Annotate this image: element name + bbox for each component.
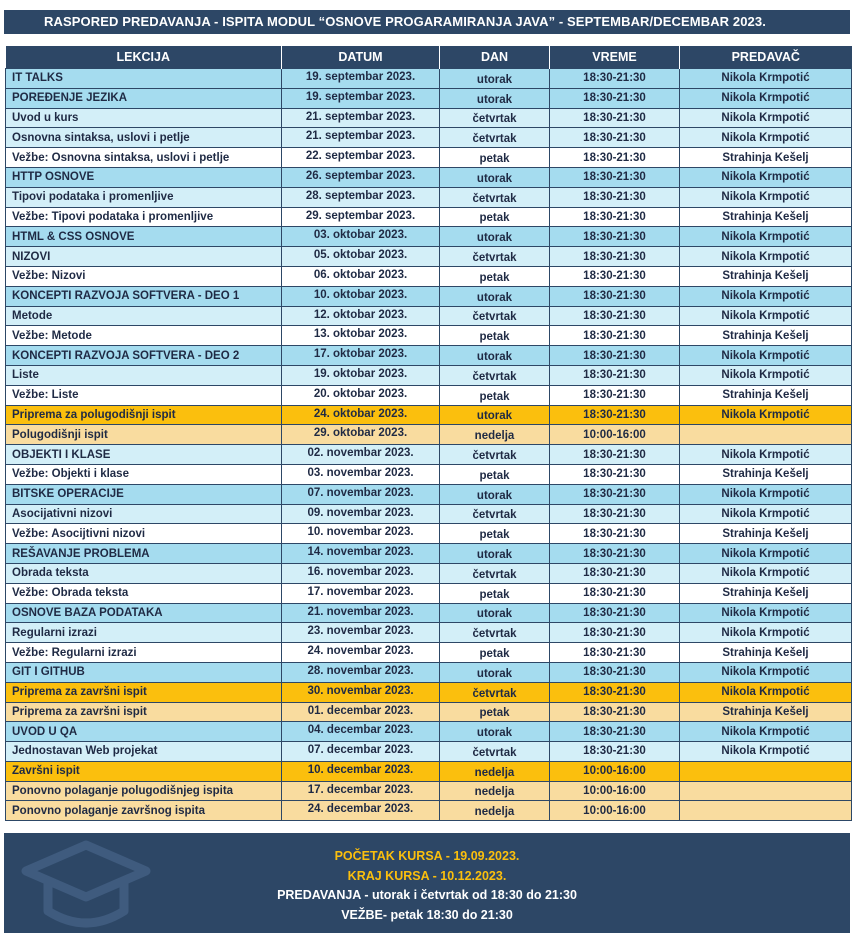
cell-dan: nedelja [440, 801, 550, 821]
cell-lekcija: KONCEPTI RAZVOJA SOFTVERA - DEO 1 [6, 286, 282, 306]
cell-vreme: 18:30-21:30 [550, 207, 680, 227]
cell-vreme: 18:30-21:30 [550, 504, 680, 524]
cell-vreme: 18:30-21:30 [550, 247, 680, 267]
cell-dan: utorak [440, 722, 550, 742]
cell-predavac: Strahinja Kešelj [680, 207, 852, 227]
cell-vreme: 18:30-21:30 [550, 742, 680, 762]
cell-predavac [680, 761, 852, 781]
cell-predavac: Nikola Krmpotić [680, 69, 852, 89]
table-row [6, 326, 852, 346]
cell-vreme: 18:30-21:30 [550, 385, 680, 405]
cell-datum: 30. novembar 2023. [282, 682, 440, 702]
table-row [6, 464, 852, 484]
cell-predavac: Nikola Krmpotić [680, 623, 852, 643]
table-row [6, 187, 852, 207]
exercises-schedule-text: VEŽBE- petak 18:30 do 21:30 [341, 907, 513, 922]
table-row [6, 623, 852, 643]
cell-vreme: 18:30-21:30 [550, 148, 680, 168]
cell-dan: petak [440, 385, 550, 405]
table-row [6, 702, 852, 722]
table-row [6, 425, 852, 445]
cell-vreme: 18:30-21:30 [550, 326, 680, 346]
cell-lekcija: Jednostavan Web projekat [6, 742, 282, 762]
cell-dan: utorak [440, 167, 550, 187]
cell-predavac: Nikola Krmpotić [680, 722, 852, 742]
cell-datum: 04. decembar 2023. [282, 722, 440, 742]
cell-lekcija: Uvod u kurs [6, 108, 282, 128]
cell-dan: utorak [440, 69, 550, 89]
table-row [6, 128, 852, 148]
lectures-schedule-text: PREDAVANJA - utorak i četvrtak od 18:30 do 21:30 [277, 888, 577, 902]
cell-predavac: Nikola Krmpotić [680, 484, 852, 504]
cell-datum: 03. novembar 2023. [282, 464, 440, 484]
cell-datum: 17. decembar 2023. [282, 781, 440, 801]
table-row [6, 682, 852, 702]
table-row [6, 742, 852, 762]
cell-datum: 21. novembar 2023. [282, 603, 440, 623]
column-header-dan: DAN [440, 46, 550, 69]
cell-vreme: 18:30-21:30 [550, 365, 680, 385]
table-row [6, 484, 852, 504]
cell-lekcija: OBJEKTI I KLASE [6, 445, 282, 465]
cell-predavac: Nikola Krmpotić [680, 306, 852, 326]
cell-lekcija: IT TALKS [6, 69, 282, 89]
cell-datum: 22. septembar 2023. [282, 148, 440, 168]
cell-dan: četvrtak [440, 504, 550, 524]
cell-dan: utorak [440, 286, 550, 306]
cell-dan: utorak [440, 544, 550, 564]
table-row [6, 365, 852, 385]
cell-dan: utorak [440, 484, 550, 504]
cell-datum: 10. novembar 2023. [282, 524, 440, 544]
cell-dan: nedelja [440, 425, 550, 445]
cell-lekcija: Metode [6, 306, 282, 326]
table-row [6, 405, 852, 425]
cell-predavac: Strahinja Kešelj [680, 702, 852, 722]
cell-predavac: Nikola Krmpotić [680, 247, 852, 267]
cell-lekcija: Vežbe: Regularni izrazi [6, 643, 282, 663]
cell-predavac: Nikola Krmpotić [680, 346, 852, 366]
cell-datum: 09. novembar 2023. [282, 504, 440, 524]
cell-predavac: Nikola Krmpotić [680, 742, 852, 762]
cell-predavac: Nikola Krmpotić [680, 544, 852, 564]
cell-vreme: 18:30-21:30 [550, 128, 680, 148]
cell-datum: 24. decembar 2023. [282, 801, 440, 821]
table-row [6, 385, 852, 405]
cell-dan: petak [440, 464, 550, 484]
table-row [6, 662, 852, 682]
column-header-predavac: PREDAVAČ [680, 46, 852, 69]
cell-datum: 01. decembar 2023. [282, 702, 440, 722]
table-row [6, 108, 852, 128]
cell-lekcija: Regularni izrazi [6, 623, 282, 643]
cell-datum: 19. septembar 2023. [282, 88, 440, 108]
table-row [6, 167, 852, 187]
cell-datum: 24. novembar 2023. [282, 643, 440, 663]
cell-lekcija: GIT I GITHUB [6, 662, 282, 682]
cell-lekcija: KONCEPTI RAZVOJA SOFTVERA - DEO 2 [6, 346, 282, 366]
cell-vreme: 18:30-21:30 [550, 88, 680, 108]
table-row [6, 148, 852, 168]
table-row [6, 247, 852, 267]
cell-datum: 29. septembar 2023. [282, 207, 440, 227]
cell-dan: četvrtak [440, 247, 550, 267]
cell-datum: 07. decembar 2023. [282, 742, 440, 762]
cell-predavac [680, 801, 852, 821]
column-header-datum: DATUM [282, 46, 440, 69]
schedule-body [6, 69, 852, 821]
cell-dan: četvrtak [440, 187, 550, 207]
cell-datum: 17. novembar 2023. [282, 583, 440, 603]
cell-vreme: 10:00-16:00 [550, 425, 680, 445]
cell-vreme: 18:30-21:30 [550, 544, 680, 564]
cell-dan: utorak [440, 603, 550, 623]
cell-vreme: 10:00-16:00 [550, 781, 680, 801]
cell-dan: petak [440, 207, 550, 227]
cell-predavac: Nikola Krmpotić [680, 603, 852, 623]
cell-datum: 28. septembar 2023. [282, 187, 440, 207]
cell-vreme: 18:30-21:30 [550, 167, 680, 187]
cell-vreme: 18:30-21:30 [550, 306, 680, 326]
table-row [6, 286, 852, 306]
cell-lekcija: Obrada teksta [6, 563, 282, 583]
cell-dan: utorak [440, 662, 550, 682]
cell-dan: petak [440, 702, 550, 722]
course-start-text: POČETAK KURSA - 19.09.2023. [334, 849, 520, 863]
cell-lekcija: Vežbe: Nizovi [6, 266, 282, 286]
cell-predavac: Nikola Krmpotić [680, 227, 852, 247]
cell-lekcija: Asocijativni nizovi [6, 504, 282, 524]
cell-predavac: Nikola Krmpotić [680, 445, 852, 465]
cell-dan: petak [440, 326, 550, 346]
column-header-lekcija: LEKCIJA [6, 46, 282, 69]
cell-dan: nedelja [440, 781, 550, 801]
cell-lekcija: OSNOVE BAZA PODATAKA [6, 603, 282, 623]
cell-predavac: Nikola Krmpotić [680, 365, 852, 385]
cell-dan: četvrtak [440, 128, 550, 148]
table-row [6, 722, 852, 742]
cell-lekcija: Priprema za završni ispit [6, 682, 282, 702]
cell-dan: utorak [440, 346, 550, 366]
cell-predavac: Strahinja Kešelj [680, 148, 852, 168]
cell-vreme: 10:00-16:00 [550, 801, 680, 821]
cell-vreme: 18:30-21:30 [550, 286, 680, 306]
cell-datum: 10. oktobar 2023. [282, 286, 440, 306]
cell-predavac: Nikola Krmpotić [680, 88, 852, 108]
cell-vreme: 10:00-16:00 [550, 761, 680, 781]
cell-vreme: 18:30-21:30 [550, 722, 680, 742]
cell-datum: 12. oktobar 2023. [282, 306, 440, 326]
cell-dan: četvrtak [440, 742, 550, 762]
cell-datum: 10. decembar 2023. [282, 761, 440, 781]
cell-datum: 26. septembar 2023. [282, 167, 440, 187]
cell-datum: 14. novembar 2023. [282, 544, 440, 564]
cell-datum: 07. novembar 2023. [282, 484, 440, 504]
cell-dan: četvrtak [440, 563, 550, 583]
cell-vreme: 18:30-21:30 [550, 484, 680, 504]
cell-dan: nedelja [440, 761, 550, 781]
cell-predavac: Strahinja Kešelj [680, 583, 852, 603]
cell-lekcija: HTML & CSS OSNOVE [6, 227, 282, 247]
table-row [6, 544, 852, 564]
cell-dan: utorak [440, 405, 550, 425]
cell-vreme: 18:30-21:30 [550, 702, 680, 722]
table-header-row [6, 46, 852, 69]
cell-vreme: 18:30-21:30 [550, 266, 680, 286]
cell-lekcija: BITSKE OPERACIJE [6, 484, 282, 504]
cell-predavac: Nikola Krmpotić [680, 108, 852, 128]
cell-lekcija: Polugodišnji ispit [6, 425, 282, 445]
cell-predavac: Nikola Krmpotić [680, 563, 852, 583]
cell-dan: četvrtak [440, 306, 550, 326]
cell-vreme: 18:30-21:30 [550, 603, 680, 623]
cell-datum: 21. septembar 2023. [282, 108, 440, 128]
cell-vreme: 18:30-21:30 [550, 227, 680, 247]
cell-datum: 05. oktobar 2023. [282, 247, 440, 267]
cell-datum: 19. oktobar 2023. [282, 365, 440, 385]
cell-vreme: 18:30-21:30 [550, 445, 680, 465]
cell-predavac [680, 425, 852, 445]
cell-predavac: Nikola Krmpotić [680, 405, 852, 425]
cell-lekcija: Završni ispit [6, 761, 282, 781]
cell-lekcija: UVOD U QA [6, 722, 282, 742]
cell-predavac: Strahinja Kešelj [680, 464, 852, 484]
cell-dan: četvrtak [440, 108, 550, 128]
cell-lekcija: Vežbe: Asocijtivni nizovi [6, 524, 282, 544]
cell-datum: 24. oktobar 2023. [282, 405, 440, 425]
table-row [6, 207, 852, 227]
cell-datum: 13. oktobar 2023. [282, 326, 440, 346]
cell-lekcija: Vežbe: Tipovi podataka i promenljive [6, 207, 282, 227]
cell-dan: utorak [440, 88, 550, 108]
cell-predavac: Nikola Krmpotić [680, 662, 852, 682]
cell-dan: petak [440, 266, 550, 286]
cell-predavac: Strahinja Kešelj [680, 326, 852, 346]
table-row [6, 88, 852, 108]
cell-vreme: 18:30-21:30 [550, 524, 680, 544]
cell-dan: utorak [440, 227, 550, 247]
cell-lekcija: Vežbe: Obrada teksta [6, 583, 282, 603]
cell-datum: 20. oktobar 2023. [282, 385, 440, 405]
cell-dan: četvrtak [440, 623, 550, 643]
cell-lekcija: REŠAVANJE PROBLEMA [6, 544, 282, 564]
cell-predavac: Nikola Krmpotić [680, 286, 852, 306]
table-row [6, 563, 852, 583]
cell-dan: petak [440, 524, 550, 544]
cell-datum: 06. oktobar 2023. [282, 266, 440, 286]
cell-predavac: Nikola Krmpotić [680, 128, 852, 148]
cell-vreme: 18:30-21:30 [550, 563, 680, 583]
cell-lekcija: Tipovi podataka i promenljive [6, 187, 282, 207]
cell-datum: 17. oktobar 2023. [282, 346, 440, 366]
column-header-vreme: VREME [550, 46, 680, 69]
cell-vreme: 18:30-21:30 [550, 187, 680, 207]
table-row [6, 761, 852, 781]
cell-vreme: 18:30-21:30 [550, 346, 680, 366]
table-row [6, 266, 852, 286]
cell-dan: četvrtak [440, 682, 550, 702]
cell-dan: četvrtak [440, 365, 550, 385]
table-row [6, 643, 852, 663]
table-row [6, 306, 852, 326]
cell-lekcija: Osnovna sintaksa, uslovi i petlje [6, 128, 282, 148]
cell-dan: petak [440, 148, 550, 168]
table-row [6, 524, 852, 544]
page-title: RASPORED PREDAVANJA - ISPITA MODUL “OSNOVE PROGARAMIRANJA JAVA” - SEPTEMBAR/DECEMBAR 2023. [4, 10, 850, 34]
cell-lekcija: Ponovno polaganje završnog ispita [6, 801, 282, 821]
cell-lekcija: Liste [6, 365, 282, 385]
cell-lekcija: Priprema za polugodišnji ispit [6, 405, 282, 425]
cell-predavac [680, 781, 852, 801]
cell-vreme: 18:30-21:30 [550, 405, 680, 425]
cell-lekcija: NIZOVI [6, 247, 282, 267]
cell-vreme: 18:30-21:30 [550, 643, 680, 663]
table-row [6, 801, 852, 821]
table-row [6, 445, 852, 465]
table-row [6, 346, 852, 366]
cell-lekcija: POREĐENJE JEZIKA [6, 88, 282, 108]
cell-vreme: 18:30-21:30 [550, 662, 680, 682]
table-row [6, 583, 852, 603]
cell-vreme: 18:30-21:30 [550, 682, 680, 702]
cell-predavac: Nikola Krmpotić [680, 682, 852, 702]
cell-vreme: 18:30-21:30 [550, 623, 680, 643]
table-row [6, 227, 852, 247]
cell-vreme: 18:30-21:30 [550, 69, 680, 89]
cell-dan: petak [440, 583, 550, 603]
cell-lekcija: HTTP OSNOVE [6, 167, 282, 187]
cell-vreme: 18:30-21:30 [550, 464, 680, 484]
cell-predavac: Nikola Krmpotić [680, 167, 852, 187]
cell-dan: četvrtak [440, 445, 550, 465]
cell-lekcija: Ponovno polaganje polugodišnjeg ispita [6, 781, 282, 801]
table-row [6, 781, 852, 801]
cell-dan: petak [440, 643, 550, 663]
cell-datum: 02. novembar 2023. [282, 445, 440, 465]
cell-datum: 03. oktobar 2023. [282, 227, 440, 247]
table-row [6, 504, 852, 524]
cell-datum: 23. novembar 2023. [282, 623, 440, 643]
cell-predavac: Strahinja Kešelj [680, 643, 852, 663]
cell-datum: 19. septembar 2023. [282, 69, 440, 89]
cell-predavac: Strahinja Kešelj [680, 524, 852, 544]
course-info-footer [4, 833, 850, 933]
cell-lekcija: Vežbe: Metode [6, 326, 282, 346]
cell-lekcija: Priprema za završni ispit [6, 702, 282, 722]
cell-predavac: Nikola Krmpotić [680, 504, 852, 524]
cell-datum: 28. novembar 2023. [282, 662, 440, 682]
table-row [6, 603, 852, 623]
cell-lekcija: Vežbe: Osnovna sintaksa, uslovi i petlje [6, 148, 282, 168]
schedule-table [5, 46, 852, 821]
cell-predavac: Strahinja Kešelj [680, 385, 852, 405]
table-row [6, 69, 852, 89]
cell-predavac: Nikola Krmpotić [680, 187, 852, 207]
cell-lekcija: Vežbe: Liste [6, 385, 282, 405]
cell-vreme: 18:30-21:30 [550, 583, 680, 603]
cell-predavac: Strahinja Kešelj [680, 266, 852, 286]
cell-datum: 21. septembar 2023. [282, 128, 440, 148]
cell-datum: 16. novembar 2023. [282, 563, 440, 583]
cell-lekcija: Vežbe: Objekti i klase [6, 464, 282, 484]
course-end-text: KRAJ KURSA - 10.12.2023. [347, 868, 507, 883]
cell-vreme: 18:30-21:30 [550, 108, 680, 128]
cell-datum: 29. oktobar 2023. [282, 425, 440, 445]
